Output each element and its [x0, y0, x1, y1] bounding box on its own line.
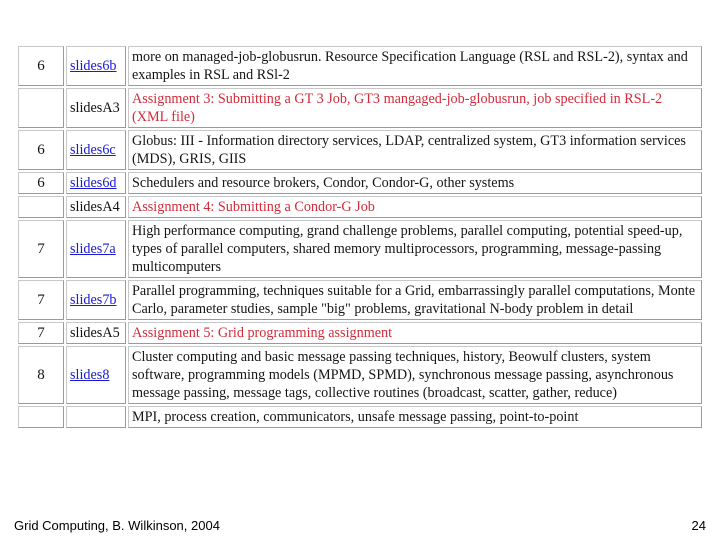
slides-table-body	[18, 46, 702, 428]
table-row	[18, 406, 702, 428]
footer-author: Grid Computing, B. Wilkinson, 2004	[14, 518, 220, 533]
slides-table-container	[16, 44, 704, 478]
file-cell[interactable]	[66, 46, 126, 86]
week-cell	[18, 88, 64, 128]
table-row	[18, 46, 702, 86]
slides-table	[16, 44, 704, 430]
week-cell: 8	[18, 346, 64, 404]
topic-description: Parallel programming, techniques suitable for a Grid, embarrassingly parallel computations, Monte Carlo, parameter studies, sample "big" problems, gravitational N-body problem in detail	[128, 280, 702, 320]
file-cell[interactable]	[66, 130, 126, 170]
week-cell: 7	[18, 280, 64, 320]
slides-link-slides6d[interactable]: slides6d	[70, 175, 117, 191]
assignment-description: Assignment 5: Grid programming assignment	[128, 322, 702, 344]
week-cell	[18, 196, 64, 218]
table-row	[18, 220, 702, 278]
file-cell: slidesA4	[66, 196, 126, 218]
slides-link-slides7b[interactable]: slides7b	[70, 292, 117, 308]
topic-description: more on managed-job-globusrun. Resource Specification Language (RSL and RSL-2), syntax and examples in RSL and RSl-2	[128, 46, 702, 86]
assignment-description: Assignment 4: Submitting a Condor-G Job	[128, 196, 702, 218]
table-row	[18, 280, 702, 320]
file-cell: slidesA3	[66, 88, 126, 128]
slides-link-slides7a[interactable]: slides7a	[70, 241, 116, 257]
table-row	[18, 88, 702, 128]
topic-description: Globus: III - Information directory services, LDAP, centralized system, GT3 information services (MDS), GRIS, GIIS	[128, 130, 702, 170]
slides-link-slides6b[interactable]: slides6b	[70, 58, 117, 74]
file-cell[interactable]	[66, 346, 126, 404]
file-cell[interactable]	[66, 220, 126, 278]
assignment-description: Assignment 3: Submitting a GT 3 Job, GT3 mangaged-job-globusrun, job specified in RSL-2 (XML file)	[128, 88, 702, 128]
file-cell[interactable]	[66, 280, 126, 320]
week-cell: 7	[18, 220, 64, 278]
topic-description: Cluster computing and basic message passing techniques, history, Beowulf clusters, system software, programming models (MPMD, SPMD), synchronous message passing, asynchronous message passing, message tags, collective routines (broadcast, scatter, gather, reduce)	[128, 346, 702, 404]
week-cell: 6	[18, 130, 64, 170]
slides-link-slides6c[interactable]: slides6c	[70, 142, 116, 158]
topic-description: MPI, process creation, communicators, unsafe message passing, point-to-point	[128, 406, 702, 428]
table-row	[18, 346, 702, 404]
table-row	[18, 322, 702, 344]
topic-description: High performance computing, grand challenge problems, parallel computing, potential speed-up, types of parallel computers, shared memory multiprocessors, programming, message-passing multicomputers	[128, 220, 702, 278]
file-cell[interactable]	[66, 172, 126, 194]
table-row	[18, 172, 702, 194]
slides-link-slides8[interactable]: slides8	[70, 367, 110, 383]
week-cell	[18, 406, 64, 428]
file-cell	[66, 406, 126, 428]
page-number: 24	[691, 518, 706, 533]
week-cell: 7	[18, 322, 64, 344]
file-cell: slidesA5	[66, 322, 126, 344]
week-cell: 6	[18, 172, 64, 194]
week-cell: 6	[18, 46, 64, 86]
table-row	[18, 130, 702, 170]
topic-description: Schedulers and resource brokers, Condor, Condor-G, other systems	[128, 172, 702, 194]
table-row	[18, 196, 702, 218]
